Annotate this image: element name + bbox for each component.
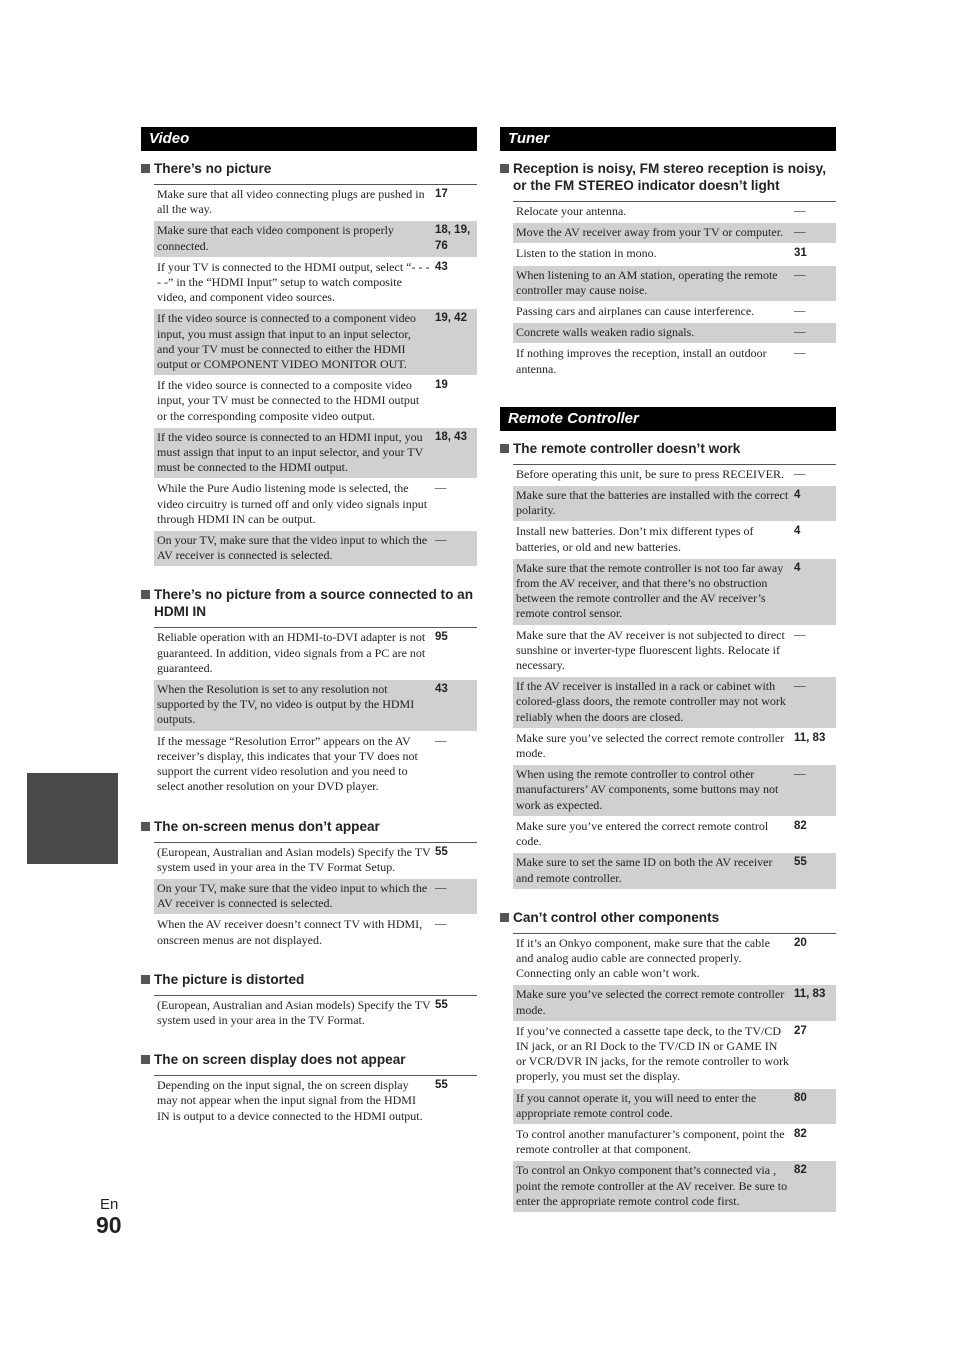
solution-row [154,915,477,951]
solution-row [154,221,477,257]
solution-text: (European, Australian and Asian models) Specify the TV system used in your area in the TV Format. [157,997,431,1027]
solution-row [154,185,477,221]
solution-text: Relocate your antenna. [516,204,627,218]
solution-row [154,258,477,310]
solution-table [154,1075,477,1128]
solution-text: If the AV receiver is installed in a rack or cabinet with colored-glass doors, the remote controller may not work reliably when the doors are closed. [516,679,786,724]
problem-heading: There’s no picture from a source connected to an HDMI IN [141,586,477,620]
page-reference: 4 [794,561,801,574]
problem-heading: Reception is noisy, FM stereo reception is noisy, or the FM STEREO indicator doesn’t light [500,160,836,194]
solution-table [154,184,477,567]
solution-text: Listen to the station in mono. [516,246,657,261]
chapter-side-tab [27,773,118,864]
solution-text: (European, Australian and Asian models) Specify the TV system used in your area in the TV Format Setup. [157,844,431,874]
solution-row [513,486,836,522]
solution-text: While the Pure Audio listening mode is selected, the video circuitry is turned off and only video signals input through HDMI IN can be output. [157,481,428,526]
solution-row [513,817,836,853]
page-reference: — [794,680,806,693]
solution-text: Depending on the input signal, the on screen display may not appear when the input signal from the HDMI IN is output to a device connected to the HDMI output. [157,1078,423,1123]
problem-heading: There’s no picture [141,160,477,177]
page-reference: — [435,881,447,894]
solution-text: Make sure you’ve selected the correct remote controller mode. [516,987,785,1017]
solution-text: When listening to an AM station, operating the remote controller may cause noise. [516,267,778,297]
page-reference: — [794,326,806,339]
page-reference: 82 [794,1127,807,1140]
problem-heading: The on screen display does not appear [141,1051,477,1068]
solution-text: If the message “Resolution Error” appears on the AV receiver’s display, this indicates that your TV does not support the current video resolution and you need to select another resolution on your DVD player. [157,733,418,794]
solution-table [154,995,477,1032]
solution-row [154,843,477,879]
solution-row [513,677,836,729]
solution-text: If your TV is connected to the HDMI output, select “- - - - -” in the “HDMI Input” setup to watch composite video, and component video sources. [157,259,430,305]
solution-row [154,732,477,799]
left-column [141,127,477,1138]
solution-text: If the video source is connected to a composite video input, your TV must be connected to the HDMI output or the corresponding composite video output. [157,378,420,423]
solution-text: If the video source is connected to an HDMI input, you must assign that input to an input selector, and your TV must be connected to the HDMI output. [157,429,424,475]
solution-row [513,559,836,626]
video-groups [141,160,477,1138]
solution-table [513,464,836,890]
page-reference: 82 [794,819,807,832]
solution-row [513,522,836,558]
solution-row [513,465,836,486]
problem-heading: The on-screen menus don’t appear [141,818,477,835]
page-reference: 18, 43 [435,430,467,443]
solution-text: When the Resolution is set to any resolution not supported by the TV, no video is output by the HDMI outputs. [157,682,415,727]
solution-text: If the video source is connected to a component video input, you must assign that input to an input selector, and your TV must be connected to either the HDMI output or COMPONENT VIDEO MONITOR OUT. [157,311,416,372]
solution-row [513,323,836,344]
solution-text: On your TV, make sure that the video input to which the AV receiver is connected is selected. [157,880,428,911]
page-reference: 11, 83 [794,988,826,1001]
solution-row [154,1076,477,1128]
page-reference: 55 [435,845,448,858]
solution-text: If you cannot operate it, you will need to enter the appropriate remote control code. [516,1090,757,1120]
page-number: 90 [96,1212,122,1238]
solution-text: Install new batteries. Don’t mix different types of batteries, or old and new batteries. [516,524,754,554]
page-reference: 82 [794,1164,807,1177]
solution-text: Make sure that each video component is properly connected. [157,223,394,253]
solution-text: Make sure to set the same ID on both the AV receiver and remote controller. [516,855,773,885]
remote-section-header: Remote Controller [500,407,836,431]
solution-row [513,244,836,265]
solution-row [154,680,477,732]
remote-groups [500,440,836,1223]
page-reference: 80 [794,1091,807,1104]
page-reference: — [794,467,806,480]
video-section-header: Video [141,127,477,151]
page-reference: 17 [435,188,448,200]
solution-row [154,879,477,915]
solution-text: Make sure you’ve selected the correct remote controller mode. [516,730,785,761]
solution-text: Passing cars and airplanes can cause interference. [516,304,755,319]
solution-row [513,853,836,889]
page-reference: — [435,918,447,931]
page-reference: — [435,534,447,547]
problem-heading: Can’t control other components [500,909,836,926]
tuner-section-header: Tuner [500,127,836,151]
solution-text: Reliable operation with an HDMI-to-DVI adapter is not guaranteed. In addition, video signals from a PC are not guaranteed. [157,630,426,675]
solution-text: Make sure that the batteries are installed with the correct polarity. [516,488,789,518]
solution-row [513,202,836,223]
page-reference: 4 [794,525,801,538]
page-reference: 4 [794,489,801,502]
page-reference: 19, 42 [435,312,467,325]
solution-text: If it’s an Onkyo component, make sure that the cable and analog audio cable are connected properly. Connecting only an cable won’t work. [516,935,770,981]
page-reference: — [435,482,447,495]
page-reference: 20 [794,936,807,949]
page-reference: 11, 83 [794,731,826,744]
solution-row [154,479,477,531]
solution-text: Concrete walls weaken radio signals. [516,325,695,340]
solution-table [513,201,836,381]
problem-heading: The picture is distorted [141,971,477,988]
page-reference: 55 [794,856,807,869]
page-reference: 43 [435,683,448,696]
solution-row [154,531,477,567]
solution-text: Before operating this unit, be sure to press RECEIVER. [516,466,784,481]
solution-row [513,985,836,1021]
problem-heading: The remote controller doesn’t work [500,440,836,457]
solution-row [154,376,477,428]
solution-row [513,729,836,765]
solution-text: Make sure that all video connecting plugs are pushed in all the way. [157,187,425,217]
solution-row [513,1089,836,1125]
solution-text: When the AV receiver doesn’t connect TV with HDMI, onscreen menus are not displayed. [157,917,423,947]
solution-row [513,765,836,817]
solution-row [154,428,477,480]
solution-text: If you’ve connected a cassette tape deck, to the TV/CD IN jack, or an RI Dock to the TV/CD IN or GAME IN or VCR/DVR IN jacks, for the remote controller to work properly, you must set the display. [516,1023,790,1084]
solution-text: Make sure that the AV receiver is not subjected to direct sunshine or inverter-type fluorescent lights. Relocate if necessary. [516,627,785,673]
solution-text: Move the AV receiver away from your TV or computer. [516,225,784,240]
solution-text: Make sure you’ve entered the correct remote control code. [516,818,769,849]
solution-row [154,628,477,680]
solution-text: If nothing improves the reception, install an outdoor antenna. [516,346,767,376]
solution-row [513,223,836,244]
page-reference: 19 [435,379,448,392]
page-reference: — [794,226,806,239]
solution-table [154,842,477,952]
page-reference: — [435,734,447,747]
page-reference: — [794,347,806,360]
page-reference: 55 [435,1079,448,1092]
page-reference: — [794,305,806,318]
solution-text: To control another manufacturer’s component, point the remote controller at that component. [516,1126,785,1157]
solution-text: When using the remote controller to control other manufacturers’ AV components, some buttons may not work as expected. [516,767,779,812]
tuner-groups [500,160,836,391]
solution-row [513,1022,836,1089]
solution-table [513,933,836,1213]
solution-row [154,996,477,1032]
page-reference: — [794,768,806,781]
page-reference: — [794,628,806,641]
solution-text: Make sure that the remote controller is not too far away from the AV receiver, and that there’s no obstruction between the remote controller and the AV receiver’s remote control sensor. [516,560,784,621]
page-reference: 27 [794,1024,807,1037]
page-reference: 31 [794,247,807,260]
page-reference: 55 [435,998,448,1011]
solution-row [513,302,836,323]
solution-row [513,266,836,302]
page-reference: — [794,268,806,281]
page-reference: — [794,205,806,217]
solution-row [513,1125,836,1161]
solution-row [513,344,836,380]
solution-row [154,309,477,376]
solution-text: On your TV, make sure that the video input to which the AV receiver is connected is selected. [157,533,428,563]
solution-text: To control an Onkyo component that’s connected via , point the remote controller at the AV receiver. Be sure to enter the appropriate remote control code first. [516,1163,788,1208]
solution-row [513,626,836,678]
page-reference: 18, 19, 76 [435,224,471,252]
solution-row [513,934,836,986]
solution-table [154,627,477,798]
solution-row [513,1161,836,1213]
page-reference: 95 [435,631,448,644]
page-language-label: En [100,1196,119,1213]
right-column [500,127,836,1223]
page-reference: 43 [435,260,448,273]
